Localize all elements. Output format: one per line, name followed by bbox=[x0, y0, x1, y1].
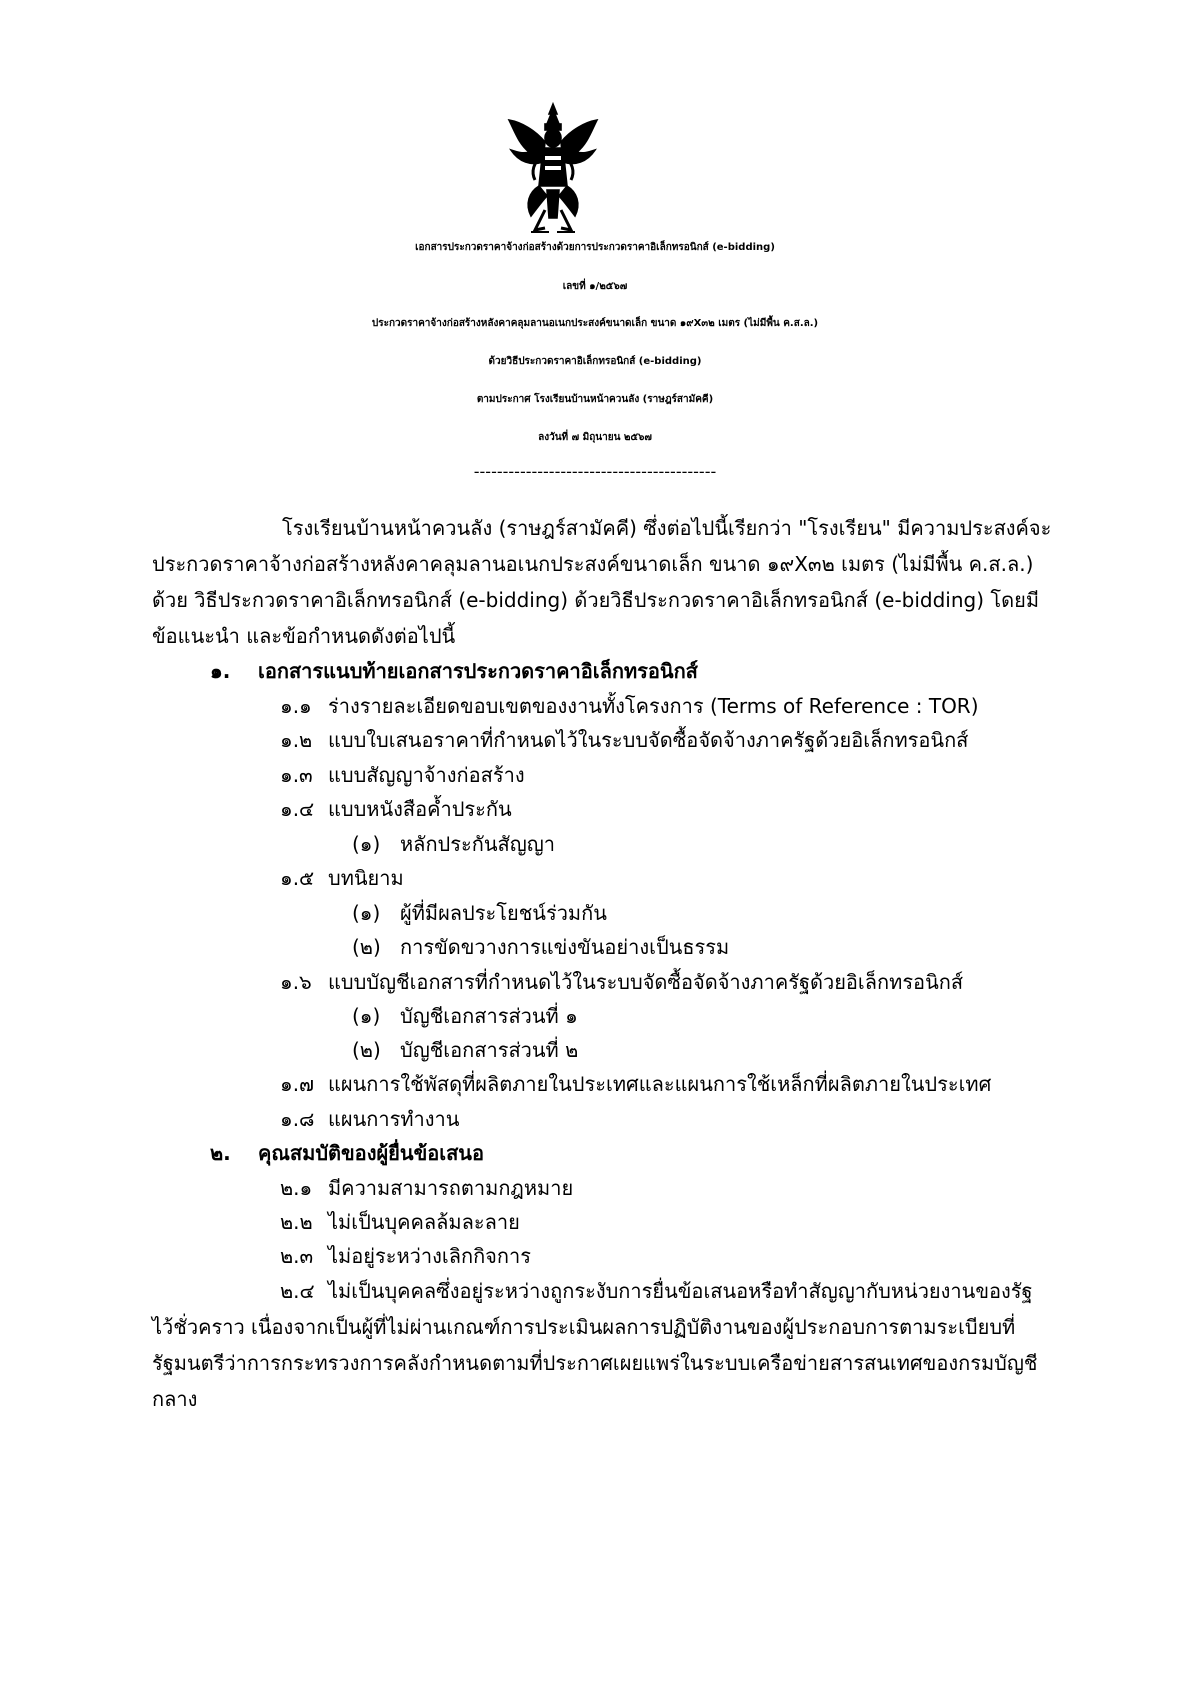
intro-line-3: ด้วย วิธีประกวดราคาอิเล็กทรอนิกส์ (e-bidding) ด้วยวิธีประกวดราคาอิเล็กทรอนิกส์ (e-bidding) โดยมี bbox=[152, 588, 1040, 612]
item-number: ๒.๔ bbox=[280, 1279, 315, 1303]
item-text: ไม่อยู่ระหว่างเลิกกิจการ bbox=[328, 1244, 531, 1268]
list-sub-item bbox=[352, 1037, 578, 1063]
item-text: ไม่เป็นบุคคลล้มละลาย bbox=[328, 1210, 520, 1234]
doc-number: เลขที่ ๑/๒๕๖๗ bbox=[562, 281, 628, 292]
item-text: การขัดขวางการแข่งขันอย่างเป็นธรรม bbox=[400, 935, 730, 959]
list-item bbox=[280, 727, 968, 753]
item-number: ๑.๒ bbox=[280, 728, 313, 752]
item-number: ๑.๘ bbox=[280, 1107, 315, 1131]
list-item bbox=[280, 1071, 991, 1097]
list-item bbox=[280, 1175, 573, 1201]
item-text: แบบใบเสนอราคาที่กำหนดไว้ในระบบจัดซื้อจัดจ้างภาครัฐด้วยอิเล็กทรอนิกส์ bbox=[328, 728, 969, 752]
section-2-heading bbox=[210, 1140, 484, 1166]
list-item bbox=[280, 1243, 531, 1269]
item-2-4-line-2: ไว้ชั่วคราว เนื่องจากเป็นผู้ที่ไม่ผ่านเกณฑ์การประเมินผลการปฏิบัติงานของผู้ประกอบการตามระเบียบที่ bbox=[152, 1315, 1016, 1339]
list-sub-item bbox=[352, 900, 607, 926]
doc-title: เอกสารประกวดราคาจ้างก่อสร้างด้วยการประกวดราคาอิเล็กทรอนิกส์ (e-bidding) bbox=[415, 242, 775, 253]
doc-date: ลงวันที่ ๗ มิถุนายน ๒๕๖๗ bbox=[538, 432, 652, 443]
item-number: ๑.๔ bbox=[280, 797, 315, 821]
item-2-4-paragraph bbox=[152, 1273, 1052, 1417]
item-number: (๑) bbox=[352, 832, 381, 856]
item-text: แผนการทำงาน bbox=[328, 1107, 460, 1131]
heading-divider: ------------------------------------------ bbox=[473, 462, 717, 481]
item-text: แบบหนังสือค้ำประกัน bbox=[328, 797, 512, 821]
item-text: บัญชีเอกสารส่วนที่ ๑ bbox=[400, 1004, 578, 1028]
item-number: ๑.๗ bbox=[280, 1072, 315, 1096]
item-text: ไม่เป็นบุคคลซึ่งอยู่ระหว่างถูกระงับการยื่นข้อเสนอหรือทำสัญญากับหน่วยงานของรัฐ bbox=[328, 1279, 1033, 1303]
item-number: ๒.๑ bbox=[280, 1176, 313, 1200]
list-sub-item bbox=[352, 934, 729, 960]
item-text: ผู้ที่มีผลประโยชน์ร่วมกัน bbox=[400, 901, 607, 925]
doc-method: ด้วยวิธีประกวดราคาอิเล็กทรอนิกส์ (e-bidding) bbox=[488, 356, 702, 367]
list-item bbox=[280, 1106, 459, 1132]
item-text: หลักประกันสัญญา bbox=[400, 832, 556, 856]
item-number: ๑.๓ bbox=[280, 763, 313, 787]
item-number: ๑.๕ bbox=[280, 866, 315, 890]
intro-line-2: ประกวดราคาจ้างก่อสร้างหลังคาคลุมลานอเนกประสงค์ขนาดเล็ก ขนาด ๑๙X๓๒ เมตร (ไม่มีพื้น ค.ส.ล.) bbox=[152, 552, 1034, 576]
list-item bbox=[280, 762, 525, 788]
doc-announcement: ตามประกาศ โรงเรียนบ้านหน้าควนลัง (ราษฎร์สามัคคี) bbox=[476, 394, 714, 405]
item-number: (๒) bbox=[352, 935, 381, 959]
item-number: (๒) bbox=[352, 1038, 381, 1062]
item-2-4-line-4: กลาง bbox=[152, 1387, 198, 1411]
doc-subject: ประกวดราคาจ้างก่อสร้างหลังคาคลุมลานอเนกประสงค์ขนาดเล็ก ขนาด ๑๙X๓๒ เมตร (ไม่มีพื้น ค.ส.ล.) bbox=[371, 318, 819, 329]
item-text: มีความสามารถตามกฎหมาย bbox=[328, 1176, 574, 1200]
intro-line-4: ข้อแนะนำ และข้อกำหนดดังต่อไปนี้ bbox=[152, 624, 456, 648]
intro-paragraph bbox=[152, 510, 1052, 654]
item-number: ๒.๓ bbox=[280, 1244, 314, 1268]
section-title: เอกสารแนบท้ายเอกสารประกวดราคาอิเล็กทรอนิกส์ bbox=[258, 659, 698, 683]
intro-line-1: โรงเรียนบ้านหน้าควนลัง (ราษฎร์สามัคคี) ซึ่งต่อไปนี้เรียกว่า "โรงเรียน" มีความประสงค์จะ bbox=[282, 516, 1052, 540]
item-2-4-line-1 bbox=[152, 1273, 1052, 1309]
section-1-heading bbox=[210, 658, 698, 684]
item-text: ร่างรายละเอียดขอบเขตของงานทั้งโครงการ (Terms of Reference : TOR) bbox=[328, 694, 979, 718]
list-sub-item bbox=[352, 1003, 578, 1029]
item-2-4-line-3: รัฐมนตรีว่าการกระทรวงการคลังกำหนดตามที่ประกาศเผยแพร่ในระบบเครือข่ายสารสนเทศของกรมบัญชี bbox=[152, 1351, 1038, 1375]
item-text: บัญชีเอกสารส่วนที่ ๒ bbox=[400, 1038, 579, 1062]
garuda-emblem-icon bbox=[505, 100, 601, 240]
item-number: ๑.๖ bbox=[280, 970, 312, 994]
item-number: (๑) bbox=[352, 1004, 381, 1028]
list-item bbox=[280, 796, 512, 822]
item-number: (๑) bbox=[352, 901, 381, 925]
section-title: คุณสมบัติของผู้ยื่นข้อเสนอ bbox=[258, 1141, 484, 1165]
section-number: ๒. bbox=[210, 1141, 231, 1165]
list-item bbox=[280, 865, 404, 891]
list-item bbox=[280, 693, 979, 719]
item-number: ๒.๒ bbox=[280, 1210, 313, 1234]
item-text: แผนการใช้พัสดุที่ผลิตภายในประเทศและแผนการใช้เหล็กที่ผลิตภายในประเทศ bbox=[328, 1072, 992, 1096]
list-item bbox=[280, 969, 963, 995]
list-sub-item bbox=[352, 831, 555, 857]
item-number: ๑.๑ bbox=[280, 694, 312, 718]
list-item bbox=[280, 1209, 520, 1235]
item-text: แบบบัญชีเอกสารที่กำหนดไว้ในระบบจัดซื้อจัดจ้างภาครัฐด้วยอิเล็กทรอนิกส์ bbox=[328, 970, 964, 994]
item-text: บทนิยาม bbox=[328, 866, 404, 890]
item-text: แบบสัญญาจ้างก่อสร้าง bbox=[328, 763, 525, 787]
section-number: ๑. bbox=[210, 659, 231, 683]
